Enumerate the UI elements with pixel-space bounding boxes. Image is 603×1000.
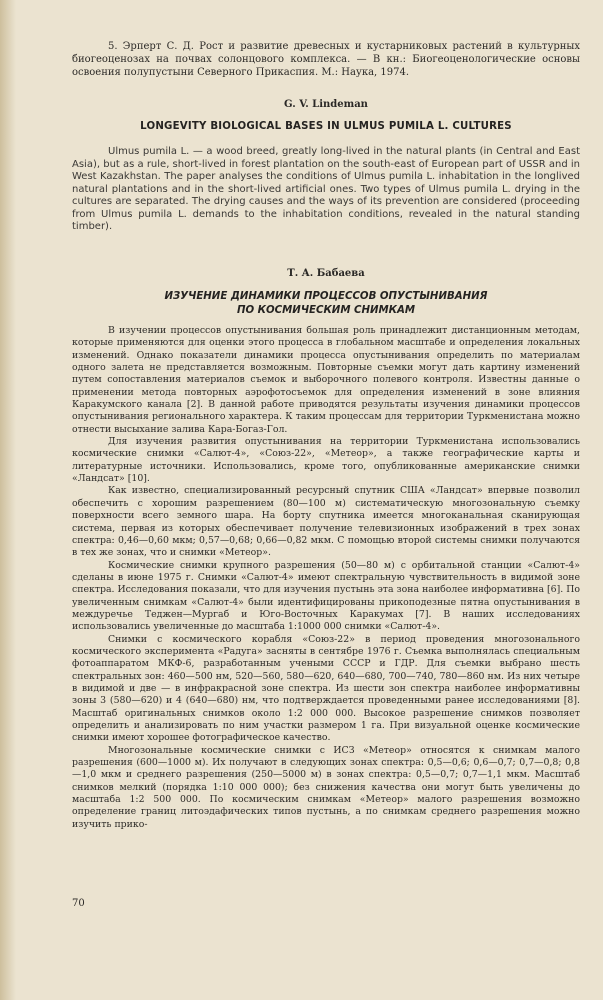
article-ru-title-line-1: ИЗУЧЕНИЕ ДИНАМИКИ ПРОЦЕССОВ ОПУСТЫНИВАНИЯ [164, 291, 488, 302]
reference-entry: 5. Эрперт С. Д. Рост и развитие древесных и кустарниковых растений в культурных биогеоценозах на почвах солонцового комплекса. — В кн.: Биогеоценологические основы освоения полупустыни Северного Прикаспия. М.: Наука, 1974. [72, 41, 580, 78]
article-en-author: G. V. Lindeman [284, 99, 368, 110]
scan-shadow [0, 0, 16, 1000]
paragraph: Многозональные космические снимки с ИСЗ «Метеор» относятся к снимкам малого разрешения (600—1000 м). Их получают в следующих зонах спектра: 0,5—0,6; 0,6—0,7; 0,7—0,8; 0,8—1,0 мкм и среднего разрешения (250—5000 м) в зонах спектра: 0,5—0,7; 0,7—1,1 мкм. Масштаб снимков мелкий (порядка 1:10 000 000); без снижения качества они могут быть увеличены до масштаба 1:2 500 000. По космическим снимкам «Метеор» малого разрешения возможно определение границ литоэдафических типов пустынь, а по снимкам среднего разрешения можно изучить прико- [72, 744, 580, 830]
article-en-abstract: Ulmus pumila L. — a wood breed, greatly long-lived in the natural plants (in Central and East Asia), but as a rule, short-lived in forest plantation on the south-east of European part of USSR and in West Kazakhstan. The paper analyses the conditions of Ulmus pumila L. inhabitation in the longlived natural plantations and in the short-lived artificial ones. Two types of Ulmus pumila L. drying in the cultures are separated. The drying causes and the ways of its prevention are considered (proceeding from Ulmus pumila L. demands to the inhabitation conditions, revealed in the natural standing timber). [72, 146, 581, 232]
article-ru-body [72, 325, 580, 831]
paragraph: Снимки с космического корабля «Союз-22» в период проведения многозонального космического эксперимента «Радуга» засняты в сентябре 1976 г. Съемка выполнялась специальным фотоаппаратом МКФ-6, разработанным учеными СССР и ГДР. Для съемки выбрано шесть спектральных зон: 460—500 нм, 520—560, 580—620, 640—680, 700—740, 780—860 нм. Из них четыре в видимой и две — в инфракрасной зоне спектра. Из шести зон спектра наиболее информативны зоны 3 (580—620) и 4 (640—680) нм, что подтверждается проведенными ранее исследованиями [8]. Масштаб оригинальных снимков около 1:2 000 000. Высокое разрешение снимков позволяет определить и анализировать по ним участки размером 1 га. При визуальной оценке космические снимки имеют хорошее фотографическое качество. [72, 633, 580, 744]
paragraph: Как известно, специализированный ресурсный спутник США «Ландсат» впервые позволил обеспечить с хорошим разрешением (80—100 м) систематическую многозональную съемку поверхности всего земного шара. На борту спутника имеется многоканальная сканирующая система, первая из которых обеспечивает получение телевизионных изображений в трех зонах спектра: 0,46—0,60 мкм; 0,57—0,68; 0,66—0,82 мкм. С помощью второй системы снимки получаются в тех же зонах, что и снимки «Метеор». [72, 485, 580, 559]
paragraph: Космические снимки крупного разрешения (50—80 м) с орбитальной станции «Салют-4» сделаны в июне 1975 г. Снимки «Салют-4» имеют спектральную чувствительность в видимой зоне спектра. Исследования показали, что для изучения пустынь эта зона наиболее информативна [6]. По увеличенным снимкам «Салют-4» были идентифицированы прикоподезные пятна опустынивания в междуречье Теджен—Мургаб и Юго-Восточных Каракумах [7]. В наших исследованиях использовались увеличенные до масштаба 1:1000 000 снимки «Салют-4». [72, 559, 580, 633]
paragraph: Для изучения развития опустынивания на территории Туркменистана использовались космические снимки «Салют-4», «Союз-22», «Метеор», а также географические карты и литературные источники. Использовались, кроме того, опубликованные американские снимки «Ландсат» [10]. [72, 436, 580, 485]
page-number: 70 [72, 898, 85, 909]
article-ru-title-line-2: ПО КОСМИЧЕСКИМ СНИМКАМ [236, 305, 416, 316]
article-ru-author: Т. А. Бабаева [287, 268, 365, 279]
article-ru-title [72, 290, 580, 318]
paragraph: В изучении процессов опустынивания большая роль принадлежит дистанционным методам, которые применяются для оценки этого процесса в глобальном масштабе и определения локальных изменений. Однако показатели динамики процесса опустынивания определить по материалам одного залета не представляется возможным. Повторные съемки могут дать картину изменений путем сопоставления материалов съемок и выборочного полевого контроля. Известны данные о применении метода повторных аэрофотосъемок для определения изменений в зоне влияния Каракумского канала [2]. В данной работе приводятся результаты изучения динамики процессов опустынивания регионального характера. К таким процессам для территории Туркменистана можно отнести высыхание залива Кара-Богаз-Гол. [72, 325, 580, 435]
article-en-title: LONGEVITY BIOLOGICAL BASES IN ULMUS PUMILA L. CULTURES [140, 121, 512, 132]
